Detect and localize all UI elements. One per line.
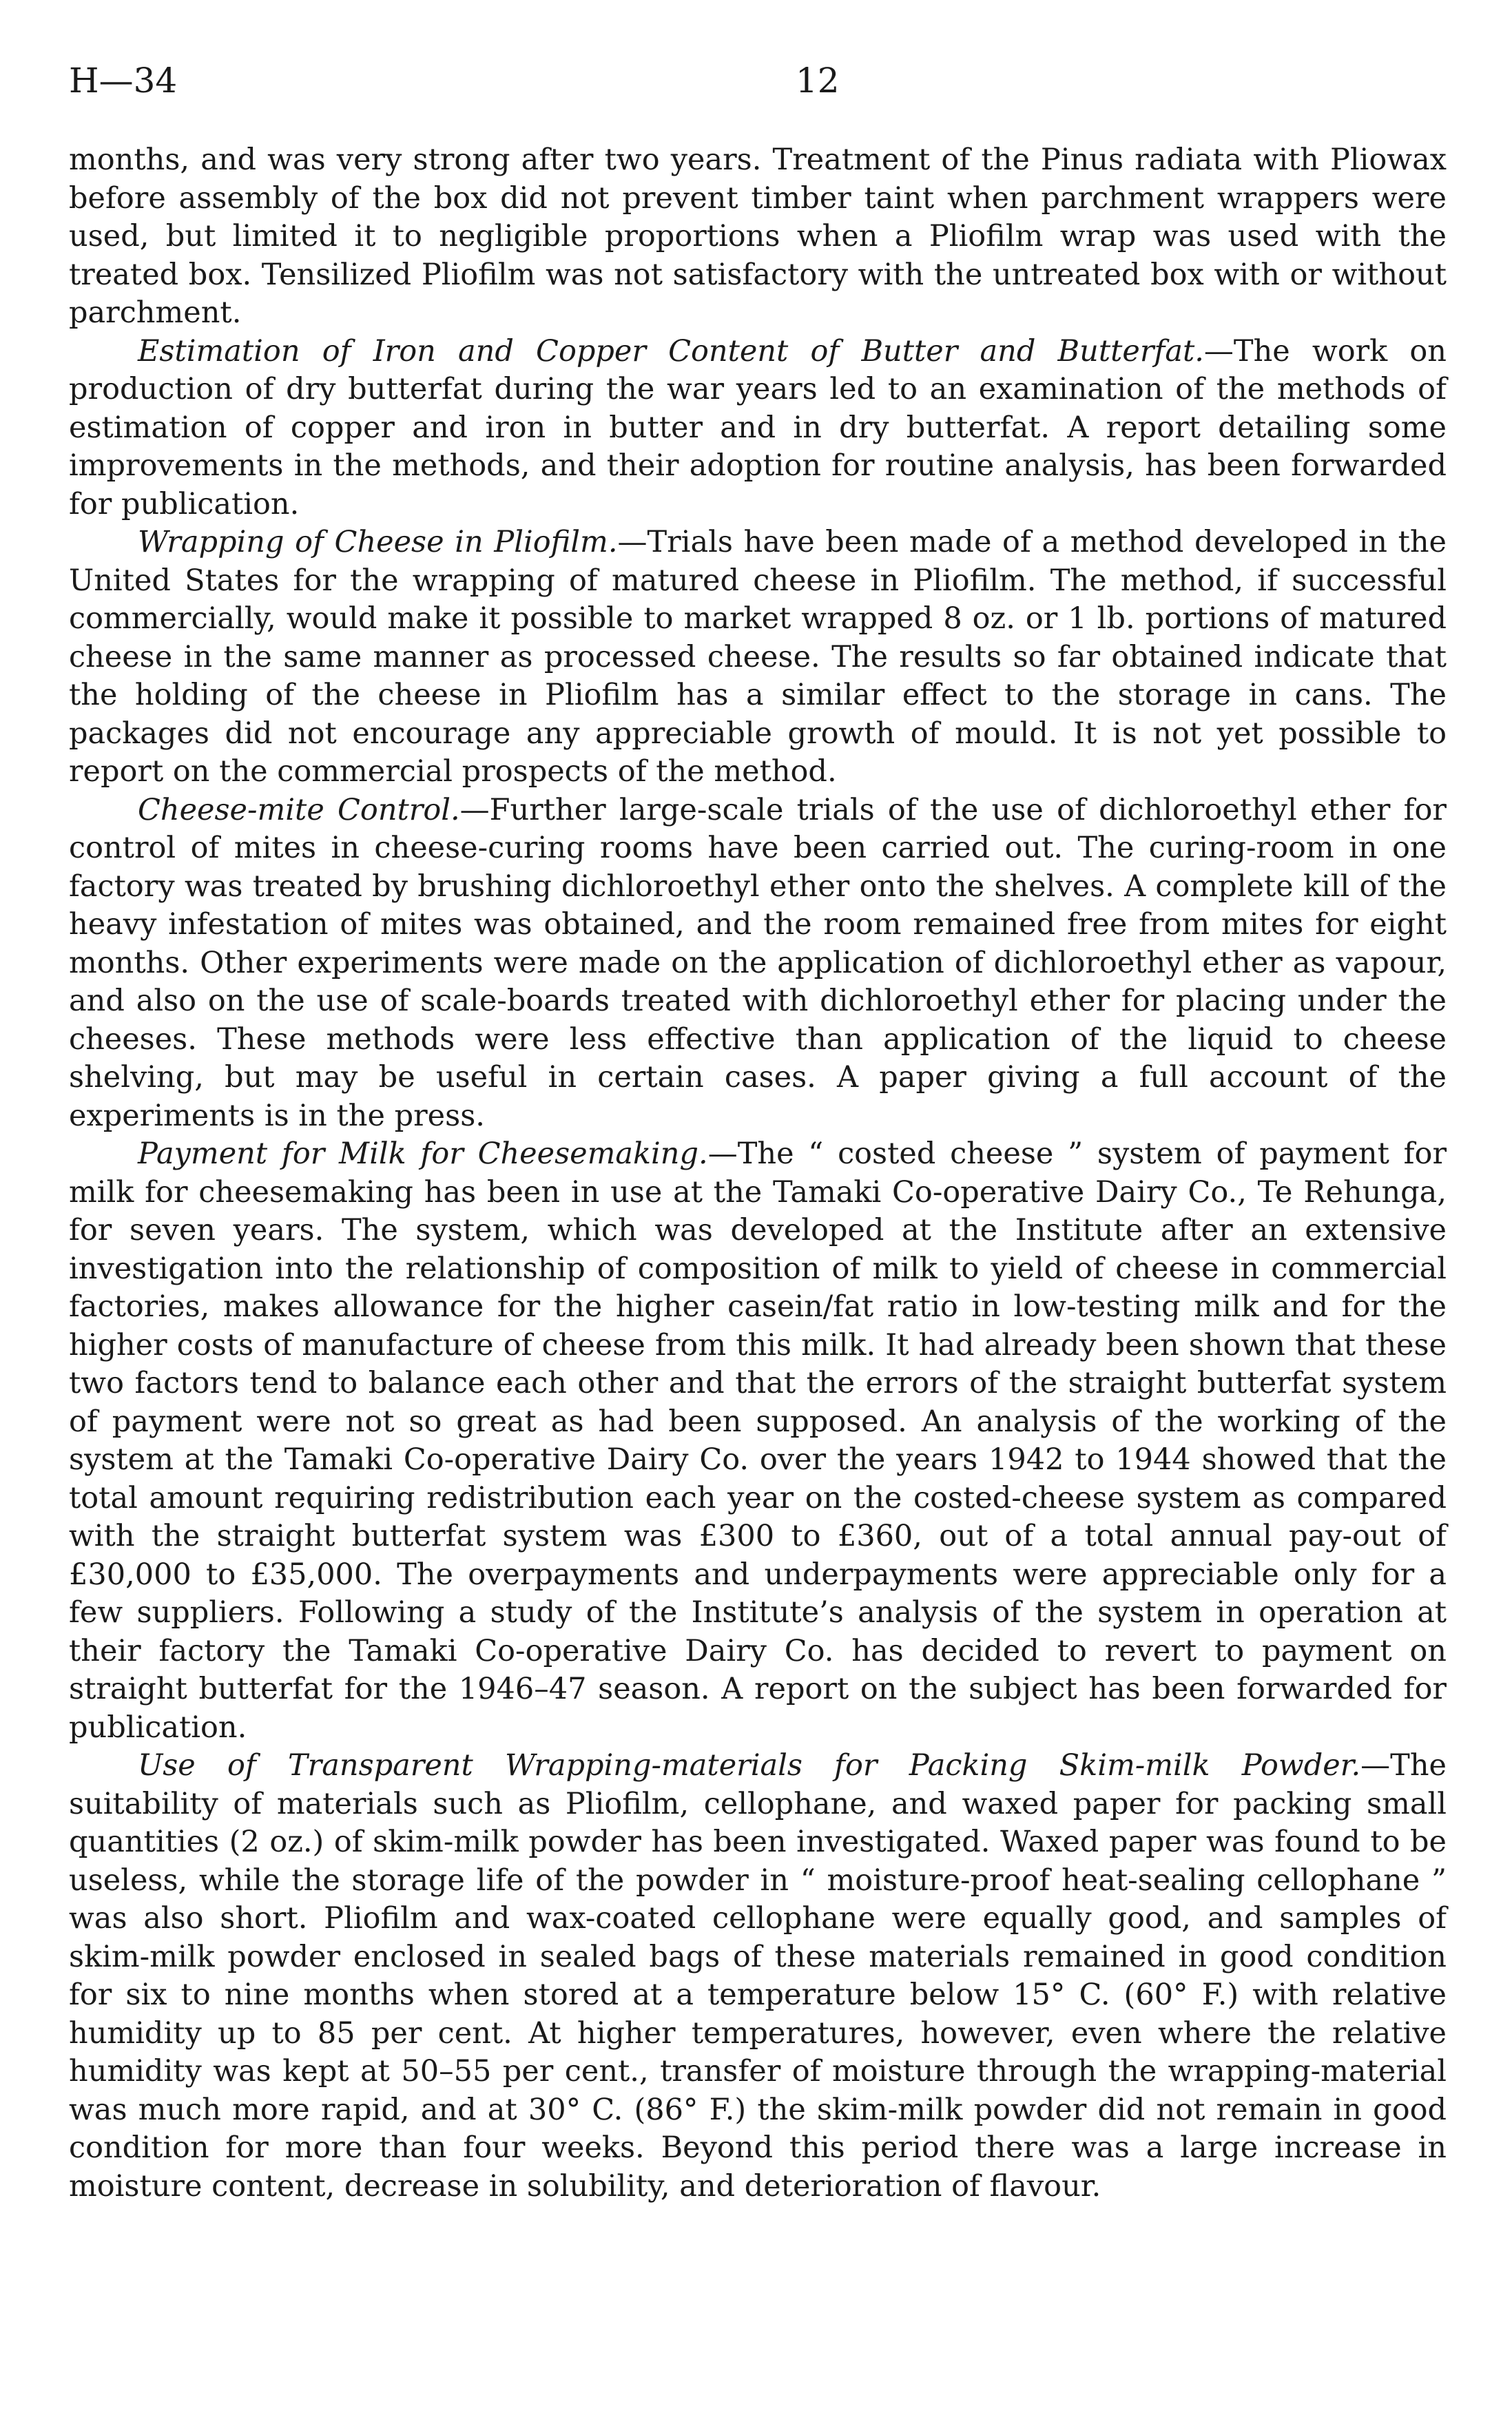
- paragraph-payment-milk: [69, 1135, 1447, 1747]
- paragraph-text: —Further large-scale trials of the use of dichloroethyl ether for control of mites in cheese-curing rooms have been carried out. The curing-room in one factory was treated by brushing dichloroethyl ether onto the shelves. A complete kill of the heavy infestation of mites was obtained, and the room remained free from mites for eight months. Other experiments were made on the application of dichloroethyl ether as vapour, and also on the use of scale-boards treated with dichloroethyl ether for placing under the cheeses. These methods were less effective than application of the liquid to cheese shelving, but may be useful in certain cases. A paper giving a full account of the experiments is in the press.: [69, 792, 1447, 1133]
- paragraph-cheese-mite: [69, 791, 1447, 1136]
- page-header: [69, 56, 1447, 105]
- paragraph-continuation: [69, 141, 1447, 333]
- paragraph-text: —The “ costed cheese ” system of payment for milk for cheesemaking has been in use at the Tamaki Co-operative Dairy Co., Te Rehunga, for seven years. The system, which was developed at the Institute after an extensive investigation into the relationship of composition of milk to yield of cheese in commercial factories, makes allowance for the higher casein/fat ratio in low-testing milk and for the higher costs of manufacture of cheese from this milk. It had already been shown that these two factors tend to balance each other and that the errors of the straight butterfat system of payment were not so great as had been supposed. An analysis of the working of the system at the Tamaki Co-operative Dairy Co. over the years 1942 to 1944 showed that the total amount requiring redistribution each year on the costed-cheese system as compared with the straight butterfat system was £300 to £360, out of a total annual pay-out of £30,000 to £35,000. The overpayments and underpayments were appreciable only for a few suppliers. Following a study of the Institute’s analysis of the system in operation at their factory the Tamaki Co-operative Dairy Co. has decided to revert to payment on straight butterfat for the 1946–47 season. A report on the subject has been forwarded for publication.: [69, 1137, 1447, 1745]
- report-reference: H—34: [69, 61, 178, 101]
- paragraph-text: —Trials have been made of a method developed in the United States for the wrapping of matured cheese in Pliofilm. The method, if successful commercially, would make it possible to market wrapped 8 oz. or 1 lb. portions of matured cheese in the same manner as processed cheese. The results so far obtained indicate that the holding of the cheese in Pliofilm has a similar effect to the storage in cans. The packages did not encourage any appreciable growth of mould. It is not yet possible to report on the commercial prospects of the method.: [69, 525, 1447, 789]
- page-number: 12: [796, 61, 840, 101]
- paragraph-text: —The work on production of dry butterfat during the war years led to an examination of the methods of estimation of copper and iron in butter and in dry butterfat. A report detailing some improvements in the methods, and their adoption for routine analysis, has been forwarded for publication.: [69, 333, 1447, 521]
- section-heading: Wrapping of Cheese in Pliofilm.: [138, 525, 618, 559]
- section-heading: Payment for Milk for Cheesemaking.: [138, 1137, 708, 1171]
- paragraph-text: months, and was very strong after two years. Treatment of the Pinus radiata with Pliowax before assembly of the box did not prevent timber taint when parchment wrappers were used, but limited it to negligible proportions when a Pliofilm wrap was used with the treated box. Tensilized Pliofilm was not satisfactory with the untreated box with or without parchment.: [69, 143, 1447, 330]
- section-heading: Cheese-mite Control.: [138, 792, 460, 827]
- section-heading: Estimation of Iron and Copper Content of Butter and Butterfat.: [138, 333, 1204, 369]
- section-heading: Use of Transparent Wrapping-materials for Packing Skim-milk Powder.: [138, 1748, 1361, 1783]
- paragraph-wrapping-cheese: [69, 524, 1447, 791]
- paragraph-text: —The suitability of materials such as Pliofilm, cellophane, and waxed paper for packing small quantities (2 oz.) of skim-milk powder has been investigated. Waxed paper was found to be useless, while the storage life of the powder in “ moisture-proof heat-sealing cellophane ” was also short. Pliofilm and wax-coated cellophane were equally good, and samples of skim-milk powder enclosed in sealed bags of these materials remained in good condition for six to nine months when stored at a temperature below 15° C. (60° F.) with relative humidity up to 85 per cent. At higher temperatures, however, even where the relative humidity was kept at 50–55 per cent., transfer of moisture through the wrapping-material was much more rapid, and at 30° C. (86° F.) the skim-milk powder did not remain in good condition for more than four weeks. Beyond this period there was a large increase in moisture content, decrease in solubility, and deterioration of flavour.: [69, 1748, 1447, 2204]
- body-text: [69, 141, 1447, 2206]
- paragraph-iron-copper: [69, 333, 1447, 524]
- paragraph-transparent-wrapping: [69, 1747, 1447, 2206]
